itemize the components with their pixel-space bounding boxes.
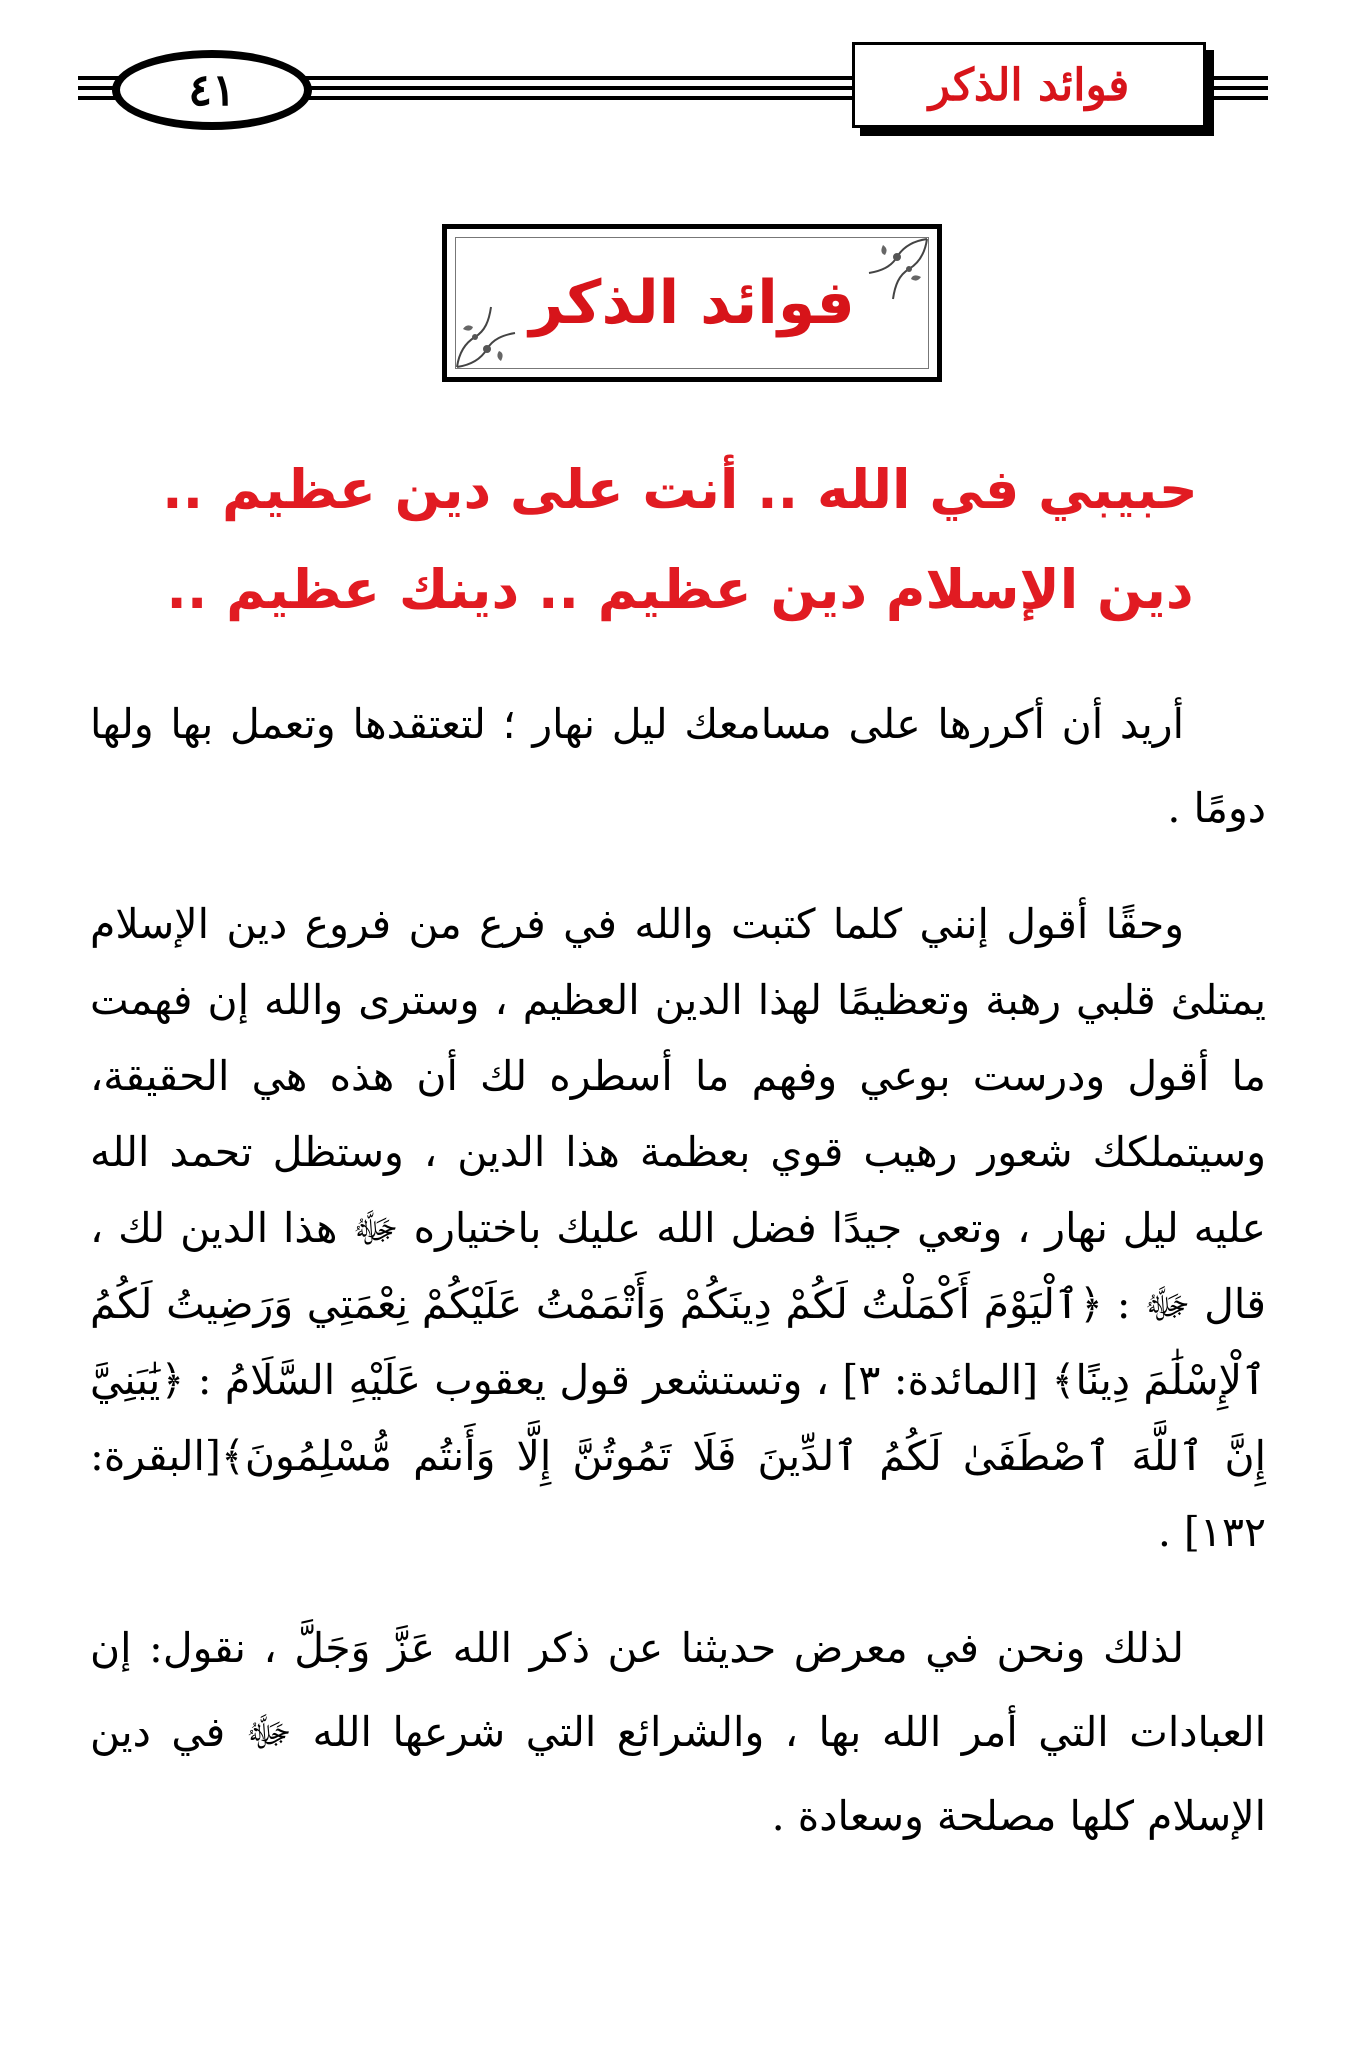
running-title-text: فوائد الذكر	[928, 59, 1130, 111]
running-title	[852, 42, 1206, 128]
page-header	[78, 36, 1268, 136]
corner-ornament-icon	[863, 237, 929, 303]
slogan-line: حبيبي في الله .. أنت على دين عظيم ..	[162, 458, 1198, 521]
corner-ornament-icon	[455, 303, 521, 369]
paragraph: وحقًا أقول إنني كلما كتبت والله في فرع من فروع دين الإسلام يمتلئ قلبي رهبة وتعظيمًا لهذا الدين العظيم ، وسترى والله إن فهمت ما أقول ودرست بوعي وفهم ما أسطره لك أن هذه هي الحقيقة، وسيتملكك شعور رهيب قوي بعظمة هذا الدين ، وستظل تحمد الله عليه ليل نهار ، وتعي جيدًا فضل الله عليك باختياره ﷻ هذا الدين لك ، قال ﷻ : ﴿ٱلْيَوْمَ أَكْمَلْتُ لَكُمْ دِينَكُمْ وَأَتْمَمْتُ عَلَيْكُمْ نِعْمَتِي وَرَضِيتُ لَكُمُ ٱلْإِسْلَٰمَ دِينًا﴾ [المائدة: ٣] ، وتستشعر قول يعقوب عَلَيْهِ السَّلَامُ : ﴿يَٰبَنِيَّ إِنَّ ٱللَّهَ ٱصْطَفَىٰ لَكُمُ ٱلدِّينَ فَلَا تَمُوتُنَّ إِلَّا وَأَنتُم مُّسْلِمُونَ﴾[البقرة: ١٣٢] .	[90, 900, 1266, 1556]
page-number-text: ٤١	[188, 64, 236, 116]
page-number	[112, 50, 312, 130]
slogan-block	[160, 440, 1200, 640]
body-text	[90, 682, 1266, 1894]
paragraph: لذلك ونحن في معرض حديثنا عن ذكر الله عَزَّ وَجَلَّ ، نقول: إن العبادات التي أمر الله بها ، والشرائع التي شرعها الله ﷻ في دين الإسلام كلها مصلحة وسعادة .	[90, 1624, 1266, 1840]
chapter-title: فوائد الذكر	[529, 268, 855, 338]
paragraph: أريد أن أكررها على مسامعك ليل نهار ؛ لتعتقدها وتعمل بها ولها دومًا .	[90, 700, 1266, 832]
chapter-title-frame	[442, 224, 942, 382]
slogan-line: دين الإسلام دين عظيم .. دينك عظيم ..	[166, 558, 1194, 621]
